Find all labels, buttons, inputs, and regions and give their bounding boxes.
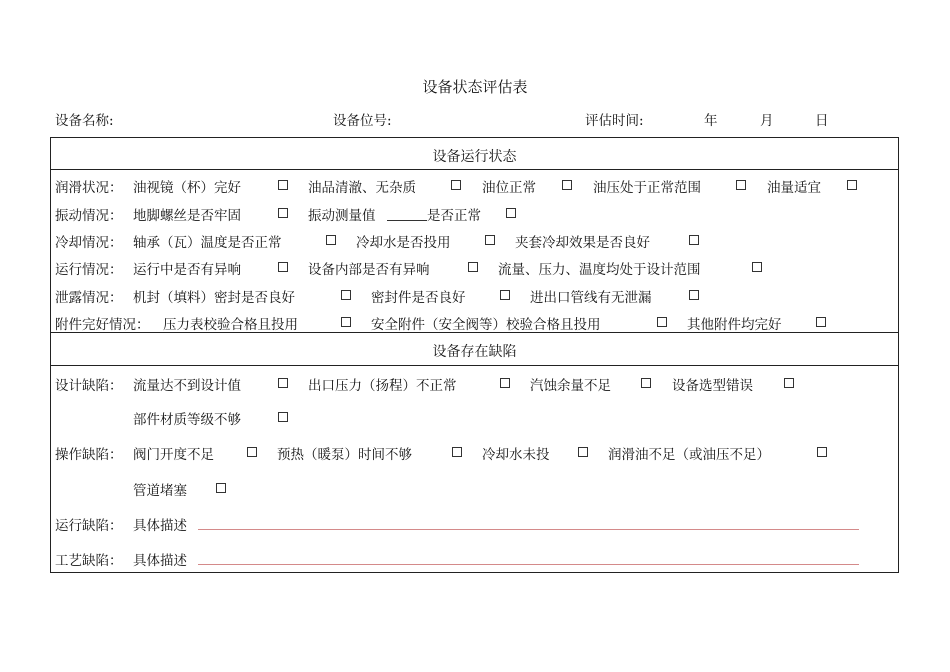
checkbox[interactable] [485, 235, 495, 245]
row-operation-defects-cont [55, 479, 895, 499]
item-label: 振动测量值 [308, 208, 376, 224]
row-label: 运行情况： [55, 262, 123, 278]
item-label: 流量达不到设计值 [133, 378, 241, 394]
item-label: 密封件是否良好 [371, 290, 466, 306]
desc-label: 具体描述 [133, 553, 187, 569]
checkbox[interactable] [216, 483, 226, 493]
evaluation-table [50, 137, 899, 573]
row-operation [55, 258, 895, 278]
row-vibration [55, 204, 895, 224]
row-label: 工艺缺陷： [55, 553, 123, 569]
item-label: 油品清澈、无杂质 [308, 180, 416, 196]
item-label: 部件材质等级不够 [133, 412, 241, 428]
checkbox[interactable] [641, 378, 651, 388]
checkbox[interactable] [784, 378, 794, 388]
description-input-line[interactable] [198, 529, 859, 530]
checkbox[interactable] [657, 317, 667, 327]
row-lubrication [55, 176, 895, 196]
eval-time-label: 评估时间: [585, 113, 644, 129]
form-title: 设备状态评估表 [422, 78, 528, 96]
checkbox[interactable] [452, 447, 462, 457]
item-label: 油位正常 [482, 180, 536, 196]
item-label: 冷却水未投 [482, 447, 550, 463]
checkbox[interactable] [847, 180, 857, 190]
item-label: 其他附件均完好 [687, 317, 782, 333]
checkbox[interactable] [341, 290, 351, 300]
item-label: 设备选型错误 [672, 378, 753, 394]
checkbox[interactable] [816, 317, 826, 327]
item-label: 设备内部是否有异响 [308, 262, 430, 278]
checkbox[interactable] [341, 317, 351, 327]
checkbox[interactable] [247, 447, 257, 457]
row-label: 附件完好情况： [55, 317, 150, 333]
row-label: 设计缺陷： [55, 378, 123, 394]
checkbox[interactable] [506, 208, 516, 218]
item-label: 安全附件（安全阀等）校验合格且投用 [371, 317, 601, 333]
item-label: 进出口管线有无泄漏 [530, 290, 652, 306]
device-name-label: 设备名称: [55, 113, 114, 129]
item-label: 油压处于正常范围 [593, 180, 701, 196]
section-running-status-title: 设备运行状态 [432, 149, 517, 165]
row-accessories [55, 313, 895, 333]
year-label: 年 [704, 113, 718, 129]
desc-label: 具体描述 [133, 518, 187, 534]
checkbox[interactable] [278, 262, 288, 272]
item-label: 出口压力（扬程）不正常 [308, 378, 457, 394]
item-label: 润滑油不足（或油压不足） [608, 447, 770, 463]
item-label: 冷却水是否投用 [356, 235, 451, 251]
row-operation-defects [55, 443, 895, 463]
item-label: 预热（暖泵）时间不够 [277, 447, 412, 463]
item-label: 机封（填料）密封是否良好 [133, 290, 295, 306]
checkbox[interactable] [278, 208, 288, 218]
checkbox[interactable] [500, 290, 510, 300]
checkbox[interactable] [562, 180, 572, 190]
item-label: 夹套冷却效果是否良好 [515, 235, 650, 251]
checkbox[interactable] [578, 447, 588, 457]
row-process-defects [55, 549, 895, 569]
row-design-defects-cont [55, 408, 895, 428]
checkbox[interactable] [689, 235, 699, 245]
item-label: 地脚螺丝是否牢固 [133, 208, 241, 224]
item-label: 管道堵塞 [133, 483, 187, 499]
checkbox[interactable] [689, 290, 699, 300]
item-label: 油视镜（杯）完好 [133, 180, 241, 196]
item-label: 轴承（瓦）温度是否正常 [133, 235, 282, 251]
checkbox[interactable] [817, 447, 827, 457]
divider [51, 365, 898, 366]
checkbox[interactable] [500, 378, 510, 388]
item-label: 汽蚀余量不足 [530, 378, 611, 394]
row-leakage [55, 286, 895, 306]
item-label: 压力表校验合格且投用 [163, 317, 298, 333]
item-label: 油量适宜 [767, 180, 821, 196]
checkbox[interactable] [278, 412, 288, 422]
checkbox[interactable] [278, 180, 288, 190]
row-label: 振动情况： [55, 208, 123, 224]
description-input-line[interactable] [198, 564, 859, 565]
month-label: 月 [760, 113, 774, 129]
checkbox[interactable] [278, 378, 288, 388]
device-no-label: 设备位号: [333, 113, 392, 129]
checkbox[interactable] [326, 235, 336, 245]
row-label: 运行缺陷： [55, 518, 123, 534]
divider [51, 332, 898, 333]
checkbox[interactable] [451, 180, 461, 190]
checkbox[interactable] [736, 180, 746, 190]
item-label: 流量、压力、温度均处于设计范围 [498, 262, 701, 278]
item-label: 是否正常 [427, 208, 481, 224]
checkbox[interactable] [468, 262, 478, 272]
row-running-defects [55, 514, 895, 534]
row-label: 操作缺陷： [55, 447, 123, 463]
item-label: 阀门开度不足 [133, 447, 214, 463]
blank-fill-line[interactable] [387, 220, 427, 221]
row-design-defects [55, 374, 895, 394]
divider [51, 169, 898, 170]
item-label: 运行中是否有异响 [133, 262, 241, 278]
row-label: 冷却情况： [55, 235, 123, 251]
row-cooling [55, 231, 895, 251]
checkbox[interactable] [752, 262, 762, 272]
row-label: 润滑状况： [55, 180, 123, 196]
day-label: 日 [815, 113, 829, 129]
section-defects-title: 设备存在缺陷 [432, 344, 517, 360]
row-label: 泄露情况： [55, 290, 123, 306]
